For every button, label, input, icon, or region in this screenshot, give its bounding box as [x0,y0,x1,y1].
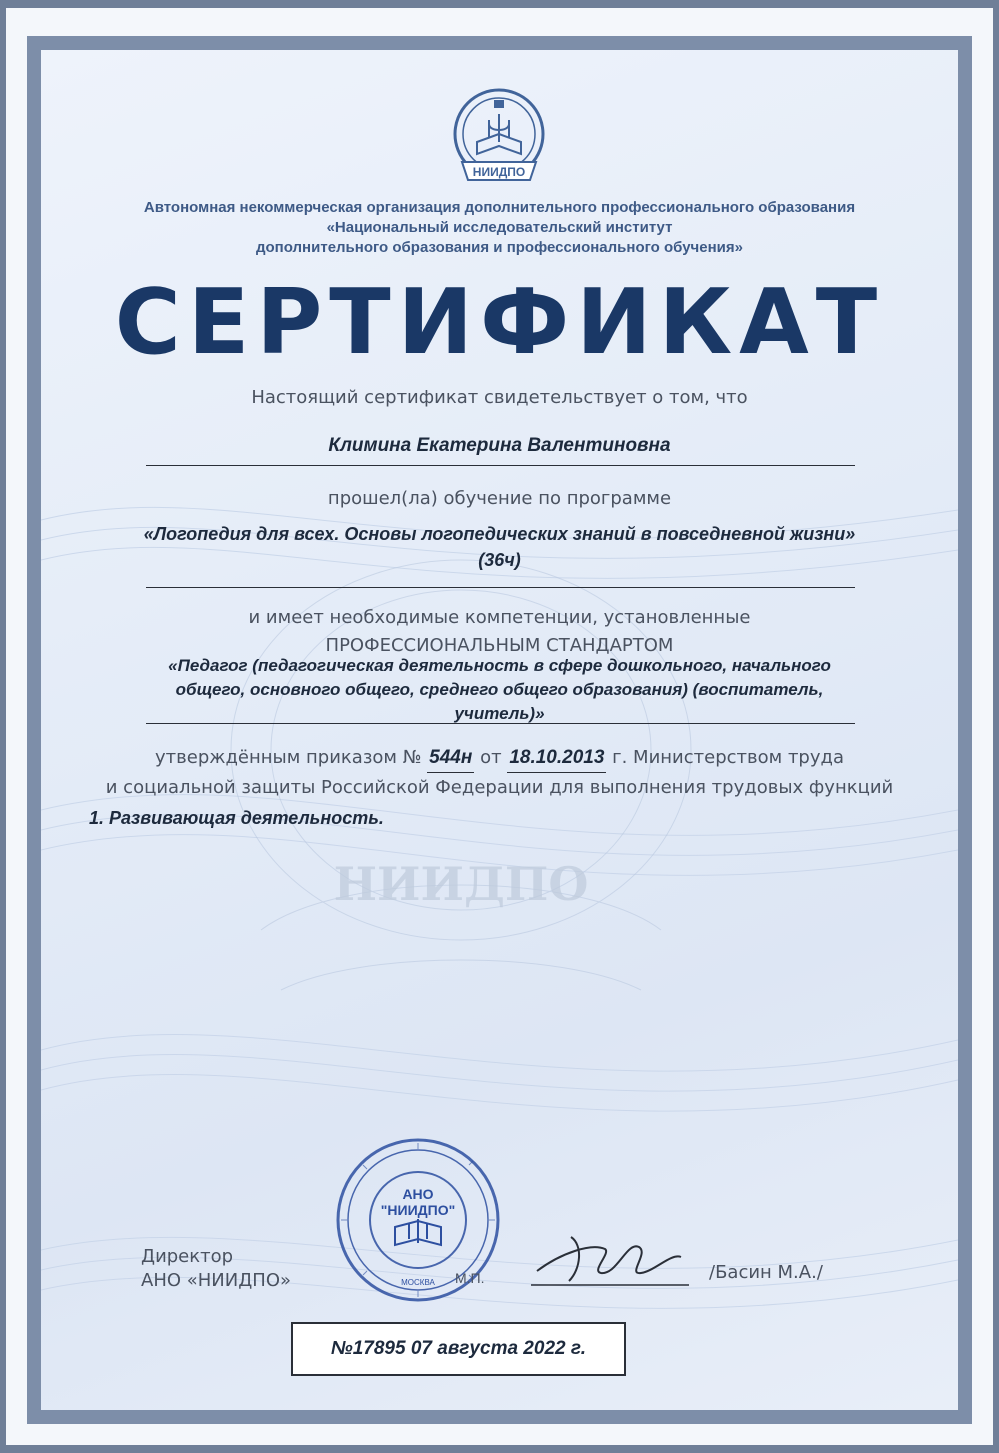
holder-name: Климина Екатерина Валентиновна [328,435,671,456]
svg-text:АНО: АНО [402,1186,434,1202]
intro-text: Настоящий сертификат свидетельствует о том, что [251,387,748,408]
order-date: 18.10.2013 [507,744,606,773]
svg-text:"НИИДПО": "НИИДПО" [380,1202,456,1218]
order-from: от [480,747,502,768]
competence-line-2: ПРОФЕССИОНАЛЬНЫМ СТАНДАРТОМ [325,635,674,656]
program-underline [146,587,855,588]
certificate-number: №17895 07 августа 2022 г. [330,1338,587,1359]
certificate-paper [41,50,958,1410]
signatory-name: /Басин М.А./ [709,1262,823,1283]
function-item: 1. Развивающая деятельность. [89,808,384,828]
signature [531,1223,691,1293]
standard-line-3: учитель)» [454,704,545,723]
program-hours: (36ч) [478,550,521,570]
org-line-2: «Национальный исследовательский институт [326,219,673,236]
org-line-1: Автономная некоммерческая организация дополнительного профессионального образования [143,199,856,216]
standard-line-2: общего, основного общего, среднего общего образования) (воспитатель, [175,680,824,699]
program-title: «Логопедия для всех. Основы логопедических знаний в повседневной жизни» [143,524,856,544]
certificate-number-box [291,1322,626,1376]
org-line-3: дополнительного образования и профессионального обучения» [256,239,743,256]
competence-line-1: и имеет необходимые компетенции, установленные [248,607,751,628]
director-title: Директор [141,1246,234,1267]
watermark-text: НИИДПО [333,857,589,911]
standard-line-1: «Педагог (педагогическая деятельность в сфере дошкольного, начального [168,656,831,675]
institute-logo [444,82,554,194]
standard-underline [146,723,855,724]
svg-text:НИИДПО: НИИДПО [472,165,526,179]
order-suffix: г. Министерством труда [612,747,844,768]
svg-text:МОСКВА: МОСКВА [401,1278,435,1287]
certificate-title: СЕРТИФИКАТ [114,270,885,375]
seal-place-mark: М.П. [455,1270,485,1286]
order-line-2: и социальной защиты Российской Федерации для выполнения трудовых функций [105,777,894,798]
name-underline [146,465,855,466]
order-prefix: утверждённым приказом № [155,747,422,768]
order-number: 544н [427,744,474,773]
training-text: прошел(ла) обучение по программе [327,488,672,509]
order-line [41,744,958,773]
director-org: АНО «НИИДПО» [141,1270,291,1291]
